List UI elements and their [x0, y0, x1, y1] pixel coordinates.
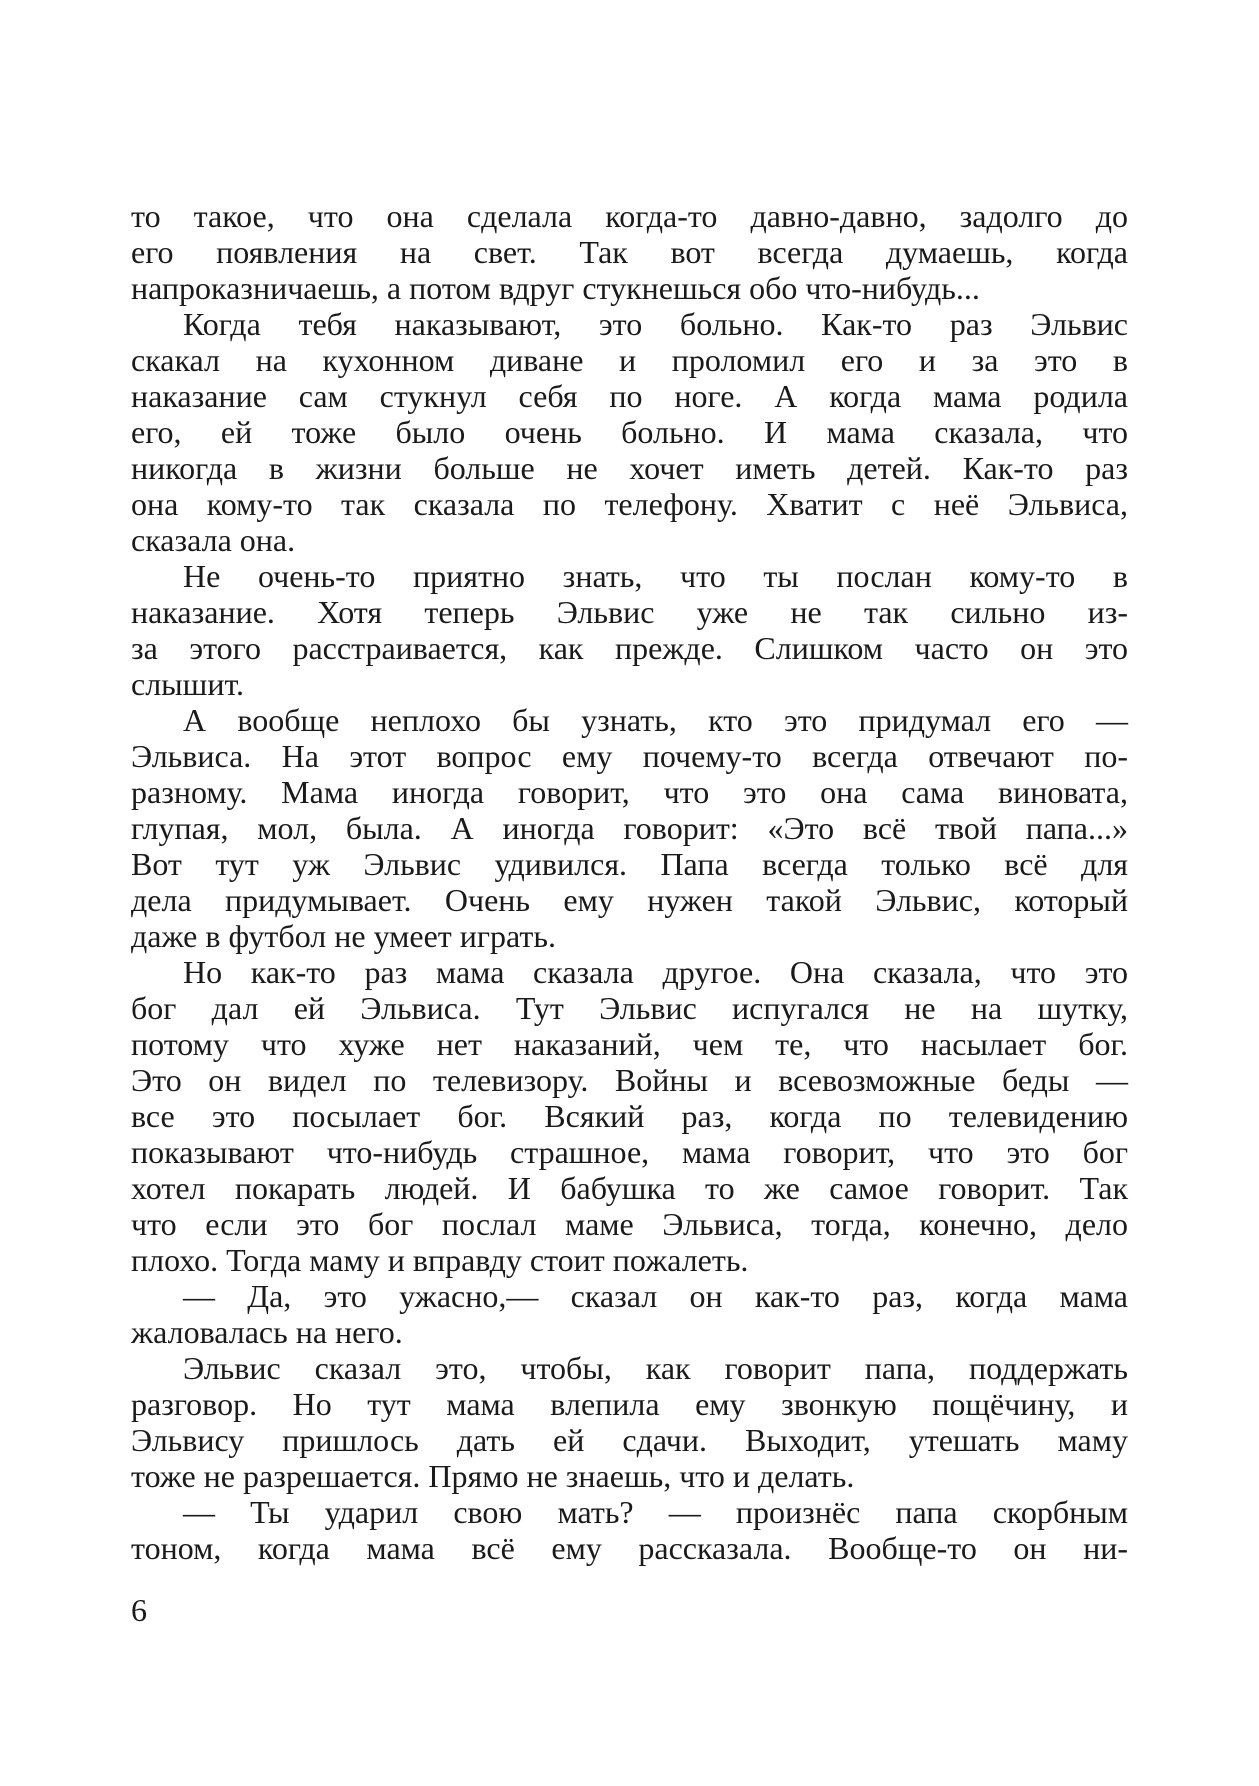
page-number: 6: [131, 1592, 147, 1628]
text-line: тоном, когда мама всё ему рассказала. Вообще-то он ни-: [131, 1530, 1128, 1566]
text-line: А вообще неплохо бы узнать, кто это придумал его —: [183, 702, 1128, 738]
text-line: что если это бог послал маме Эльвиса, тогда, конечно, дело: [131, 1206, 1128, 1242]
text-line: бог дал ей Эльвиса. Тут Эльвис испугался не на шутку,: [131, 990, 1128, 1026]
text-line: разговор. Но тут мама влепила ему звонкую пощёчину, и: [131, 1386, 1128, 1422]
text-line: показывают что-нибудь страшное, мама говорит, что это бог: [131, 1134, 1128, 1170]
text-line: Эльвис сказал это, чтобы, как говорит папа, поддержать: [183, 1350, 1128, 1386]
text-line: сказала она.: [131, 522, 296, 558]
text-line: его, ей тоже было очень больно. И мама сказала, что: [131, 414, 1128, 450]
text-line: разному. Мама иногда говорит, что это она сама виновата,: [131, 774, 1128, 810]
text-line: — Ты ударил свою мать? — произнёс папа скорбным: [183, 1494, 1128, 1530]
text-line: наказание. Хотя теперь Эльвис уже не так сильно из-: [131, 594, 1128, 630]
text-line: Но как-то раз мама сказала другое. Она сказала, что это: [183, 954, 1128, 990]
text-line: Эльвису пришлось дать ей сдачи. Выходит, утешать маму: [131, 1422, 1128, 1458]
text-line: Когда тебя наказывают, это больно. Как-то раз Эльвис: [183, 306, 1128, 342]
text-line: напроказничаешь, а потом вдруг стукнешься обо что-нибудь...: [131, 270, 980, 306]
text-line: дела придумывает. Очень ему нужен такой Эльвис, который: [131, 882, 1128, 918]
text-line: наказание сам стукнул себя по ноге. А когда мама родила: [131, 378, 1128, 414]
text-line: потому что хуже нет наказаний, чем те, что насылает бог.: [131, 1026, 1128, 1062]
text-line: хотел покарать людей. И бабушка то же самое говорит. Так: [131, 1170, 1128, 1206]
text-line: она кому-то так сказала по телефону. Хватит с неё Эльвиса,: [131, 486, 1128, 522]
text-line: никогда в жизни больше не хочет иметь детей. Как-то раз: [131, 450, 1128, 486]
text-line: за этого расстраивается, как прежде. Слишком часто он это: [131, 630, 1128, 666]
text-line: плохо. Тогда маму и вправду стоит пожалеть.: [131, 1242, 749, 1278]
text-line: все это посылает бог. Всякий раз, когда по телевидению: [131, 1098, 1128, 1134]
text-line: скакал на кухонном диване и проломил его и за это в: [131, 342, 1128, 378]
text-line: Вот тут уж Эльвис удивился. Папа всегда только всё для: [131, 846, 1128, 882]
text-line: его появления на свет. Так вот всегда думаешь, когда: [131, 234, 1128, 270]
text-line: слышит.: [131, 666, 245, 702]
text-line: даже в футбол не умеет играть.: [131, 918, 556, 954]
text-line: глупая, мол, была. А иногда говорит: «Это всё твой папа...»: [131, 810, 1128, 846]
text-line: жаловалась на него.: [131, 1314, 403, 1350]
body-text: [131, 198, 1128, 1566]
text-line: Эльвиса. На этот вопрос ему почему-то всегда отвечают по-: [131, 738, 1128, 774]
text-line: то такое, что она сделала когда-то давно-давно, задолго до: [131, 198, 1128, 234]
text-line: — Да, это ужасно,— сказал он как-то раз, когда мама: [183, 1278, 1128, 1314]
text-line: Не очень-то приятно знать, что ты послан кому-то в: [183, 558, 1128, 594]
text-line: тоже не разрешается. Прямо не знаешь, что и делать.: [131, 1458, 855, 1494]
text-line: Это он видел по телевизору. Войны и всевозможные беды —: [131, 1062, 1128, 1098]
